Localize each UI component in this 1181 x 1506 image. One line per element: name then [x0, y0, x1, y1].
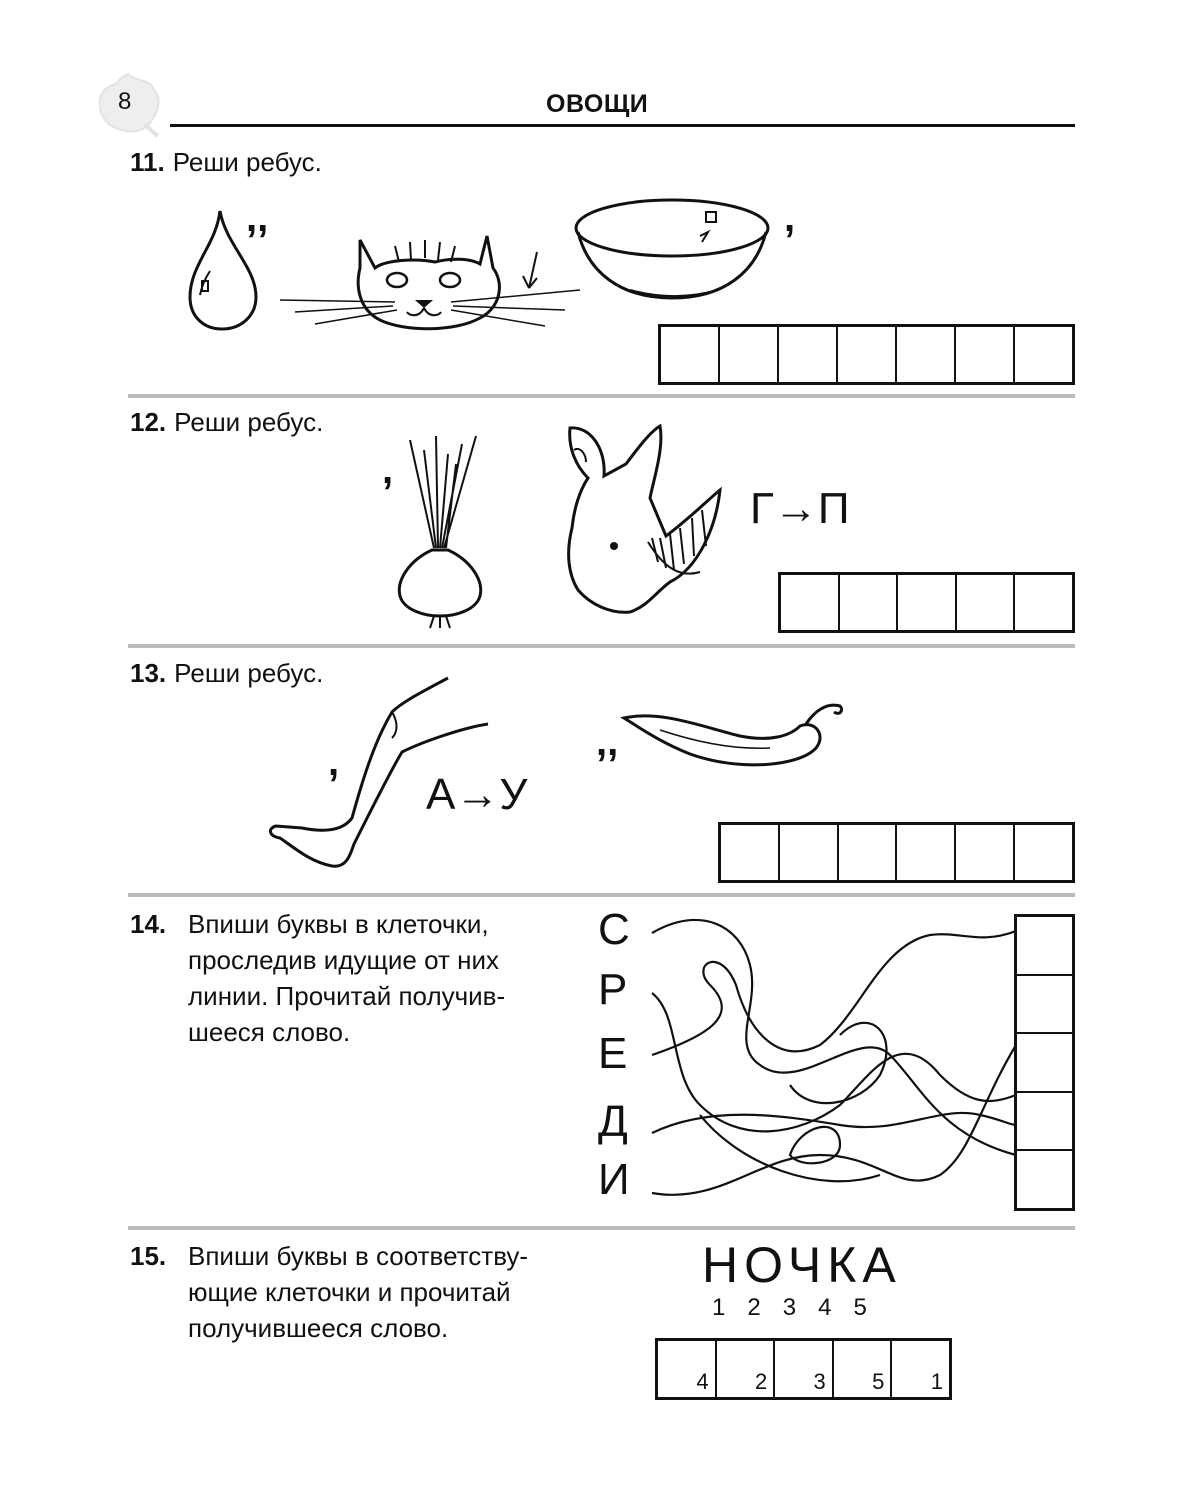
- task-12-number: 12.: [130, 407, 167, 437]
- maze-letter-d: Д: [598, 1097, 628, 1146]
- answer-cell[interactable]: [1017, 917, 1072, 974]
- answer-cell[interactable]: [1017, 974, 1072, 1033]
- task-15-answer-grid: [655, 1338, 952, 1400]
- task-13-text: Реши ребус.: [174, 658, 324, 688]
- answer-cell[interactable]: [890, 1341, 949, 1397]
- answer-cell[interactable]: [895, 327, 954, 382]
- letter-number: 5: [853, 1294, 867, 1321]
- task-11-text: Реши ребус.: [172, 147, 322, 177]
- answer-cell[interactable]: [1013, 825, 1072, 880]
- section-divider: [128, 1226, 1075, 1230]
- answer-cell[interactable]: [954, 327, 1013, 382]
- answer-cell[interactable]: [1017, 1032, 1072, 1091]
- answer-cell[interactable]: [896, 575, 955, 630]
- answer-cell[interactable]: [721, 825, 778, 880]
- answer-cell[interactable]: [778, 825, 837, 880]
- task-13-comma-before-leg: ,: [328, 740, 340, 784]
- task-14-number: 14.: [130, 909, 167, 939]
- answer-cell[interactable]: [1017, 1149, 1072, 1208]
- task-12-comma-before-onion: ,: [382, 448, 394, 492]
- task-14-instructions: [188, 906, 558, 1050]
- tangled-lines-maze: [640, 905, 1020, 1215]
- answer-cell[interactable]: [781, 575, 838, 630]
- letter-number: 1: [712, 1294, 726, 1321]
- cell-hint-number: 3: [813, 1369, 826, 1394]
- answer-cell[interactable]: [658, 1341, 715, 1397]
- cell-hint-number: 4: [696, 1369, 709, 1394]
- section-divider: [128, 893, 1075, 897]
- task-11-answer-grid: [658, 324, 1075, 385]
- section-divider: [128, 394, 1075, 398]
- maze-letter-e: Е: [598, 1029, 628, 1078]
- page-title: ОВОЩИ: [546, 90, 649, 118]
- maze-letter-r: Р: [598, 965, 628, 1014]
- answer-cell[interactable]: [954, 825, 1013, 880]
- task-14-line: шееся слово.: [188, 1017, 351, 1047]
- onion-icon: [390, 430, 490, 630]
- answer-cell[interactable]: [895, 825, 954, 880]
- pepper-icon: [620, 696, 845, 776]
- task-14-line: Впиши буквы в клеточки,: [188, 909, 489, 939]
- task-13-commas-before-pepper: ,,: [596, 720, 619, 764]
- answer-cell[interactable]: [832, 1341, 891, 1397]
- task-14-line: линии. Прочитай получив-: [188, 981, 506, 1011]
- answer-cell[interactable]: [773, 1341, 832, 1397]
- answer-cell[interactable]: [838, 575, 897, 630]
- answer-cell[interactable]: [1013, 327, 1072, 382]
- answer-cell[interactable]: [1017, 1091, 1072, 1150]
- task-14-answer-grid: [1014, 914, 1075, 1211]
- task-15-numbers: [712, 1294, 867, 1322]
- header-rule: [170, 124, 1075, 127]
- task-14-heading: [130, 906, 174, 942]
- task-11-number: 11.: [130, 147, 165, 177]
- rhino-icon: [560, 418, 725, 618]
- task-15-instructions: [188, 1238, 588, 1346]
- task-11-heading: [130, 144, 322, 180]
- task-15-line: получившееся слово.: [188, 1313, 449, 1343]
- task-13-answer-grid: [718, 822, 1075, 883]
- page-number: 8: [118, 88, 132, 115]
- task-13-number: 13.: [130, 658, 167, 688]
- answer-cell[interactable]: [777, 327, 836, 382]
- task-12-answer-grid: [778, 572, 1075, 633]
- answer-cell[interactable]: [836, 327, 895, 382]
- cat-icon: [275, 228, 585, 333]
- answer-cell[interactable]: [715, 1341, 774, 1397]
- answer-cell[interactable]: [661, 327, 718, 382]
- task-11-commas-after-drop: ,,: [246, 196, 269, 240]
- task-15-heading: [130, 1238, 174, 1274]
- answer-cell[interactable]: [718, 327, 777, 382]
- answer-cell[interactable]: [955, 575, 1014, 630]
- cell-hint-number: 5: [872, 1369, 885, 1394]
- task-12-heading: [130, 404, 323, 440]
- task-11-comma-after-bowl: ,: [784, 196, 796, 240]
- task-15-line: ющие клеточки и прочитай: [188, 1277, 511, 1307]
- maze-letter-s: С: [598, 905, 630, 954]
- task-14-line: проследив идущие от них: [188, 945, 499, 975]
- task-15-line: Впиши буквы в соответству-: [188, 1241, 529, 1271]
- task-15-word: НОЧКА: [702, 1237, 902, 1293]
- cell-hint-number: 1: [930, 1369, 943, 1394]
- maze-letter-i: И: [598, 1155, 630, 1204]
- section-divider: [128, 644, 1075, 648]
- task-12-text: Реши ребус.: [174, 407, 324, 437]
- bowl-icon: [570, 192, 775, 304]
- task-12-letter-substitution: Г→П: [750, 484, 850, 533]
- letter-number: 2: [747, 1294, 761, 1321]
- answer-cell[interactable]: [837, 825, 896, 880]
- letter-number: 4: [818, 1294, 832, 1321]
- task-13-letter-substitution: А→У: [426, 770, 528, 819]
- letter-number: 3: [782, 1294, 797, 1321]
- task-15-number: 15.: [130, 1241, 167, 1271]
- answer-cell[interactable]: [1013, 575, 1072, 630]
- cell-hint-number: 2: [754, 1369, 768, 1394]
